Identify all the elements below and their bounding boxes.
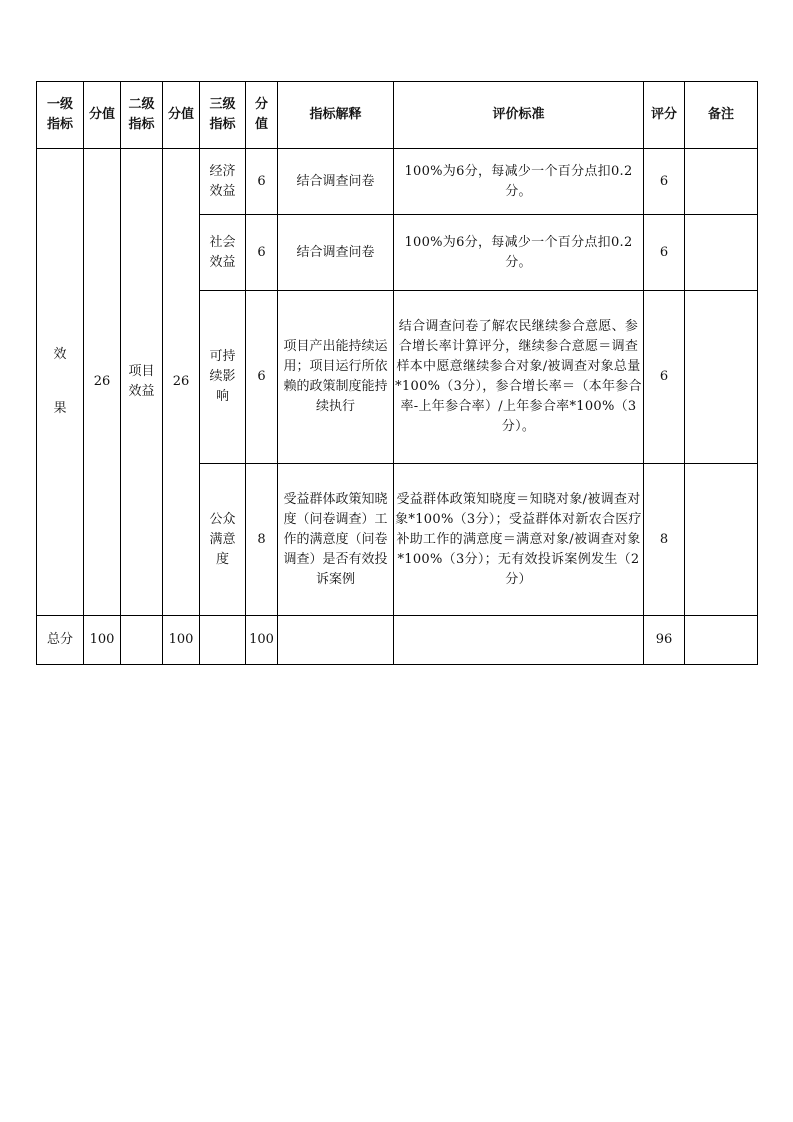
level3-score: 6 [246, 149, 278, 215]
total-rating: 96 [644, 616, 685, 665]
level3-score: 6 [246, 215, 278, 291]
level2-cell [121, 149, 163, 616]
level1-label: 效果 [53, 347, 67, 416]
level3-score: 8 [246, 464, 278, 616]
header-note: 备注 [685, 82, 758, 149]
note-cell [685, 464, 758, 616]
header-criteria: 评价标准 [394, 82, 644, 149]
level2-score: 26 [163, 149, 200, 616]
explanation-cell: 受益群体政策知晓度（问卷调查）工作的满意度（问卷调查）是否有效投诉案例 [278, 464, 394, 616]
header-level2: 二级指标 [121, 82, 163, 149]
total-row [37, 616, 758, 665]
criteria-cell: 结合调查问卷了解农民继续参合意愿、参合增长率计算评分，继续参合意愿＝调查样本中愿意继续参合对象/被调查对象总量*100%（3分），参合增长率＝（本年参合率-上年参合率）/上年参合率*100%（3分）。 [394, 291, 644, 464]
level3-label: 经济效益 [200, 149, 246, 215]
level3-label: 可持续影响 [200, 291, 246, 464]
header-score-3: 分值 [246, 82, 278, 149]
header-level3: 三级指标 [200, 82, 246, 149]
level1-cell [37, 149, 84, 616]
criteria-cell: 100%为6分，每减少一个百分点扣0.2分。 [394, 149, 644, 215]
note-cell [685, 291, 758, 464]
total-empty [200, 616, 246, 665]
header-rating: 评分 [644, 82, 685, 149]
total-empty [685, 616, 758, 665]
total-level1-score: 100 [84, 616, 121, 665]
evaluation-table [36, 81, 758, 665]
total-empty [394, 616, 644, 665]
header-explanation: 指标解释 [278, 82, 394, 149]
table-row [37, 149, 758, 215]
level3-label: 社会效益 [200, 215, 246, 291]
explanation-cell: 结合调查问卷 [278, 215, 394, 291]
level2-label: 项目效益 [128, 364, 155, 399]
criteria-cell: 受益群体政策知晓度＝知晓对象/被调查对象*100%（3分）；受益群体对新农合医疗补助工作的满意度＝满意对象/被调查对象*100%（3分）；无有效投诉案例发生（2分） [394, 464, 644, 616]
rating-cell: 6 [644, 215, 685, 291]
level3-label: 公众满意度 [200, 464, 246, 616]
level1-score: 26 [84, 149, 121, 616]
note-cell [685, 149, 758, 215]
rating-cell: 6 [644, 291, 685, 464]
explanation-cell: 结合调查问卷 [278, 149, 394, 215]
criteria-cell: 100%为6分，每减少一个百分点扣0.2分。 [394, 215, 644, 291]
rating-cell: 8 [644, 464, 685, 616]
header-score-1: 分值 [84, 82, 121, 149]
note-cell [685, 215, 758, 291]
total-level3-score: 100 [246, 616, 278, 665]
total-level2-score: 100 [163, 616, 200, 665]
explanation-cell: 项目产出能持续运用；项目运行所依赖的政策制度能持续执行 [278, 291, 394, 464]
level3-score: 6 [246, 291, 278, 464]
rating-cell: 6 [644, 149, 685, 215]
total-empty [278, 616, 394, 665]
total-label: 总分 [37, 616, 84, 665]
total-empty [121, 616, 163, 665]
header-row [37, 82, 758, 149]
header-score-2: 分值 [163, 82, 200, 149]
header-level1: 一级指标 [37, 82, 84, 149]
